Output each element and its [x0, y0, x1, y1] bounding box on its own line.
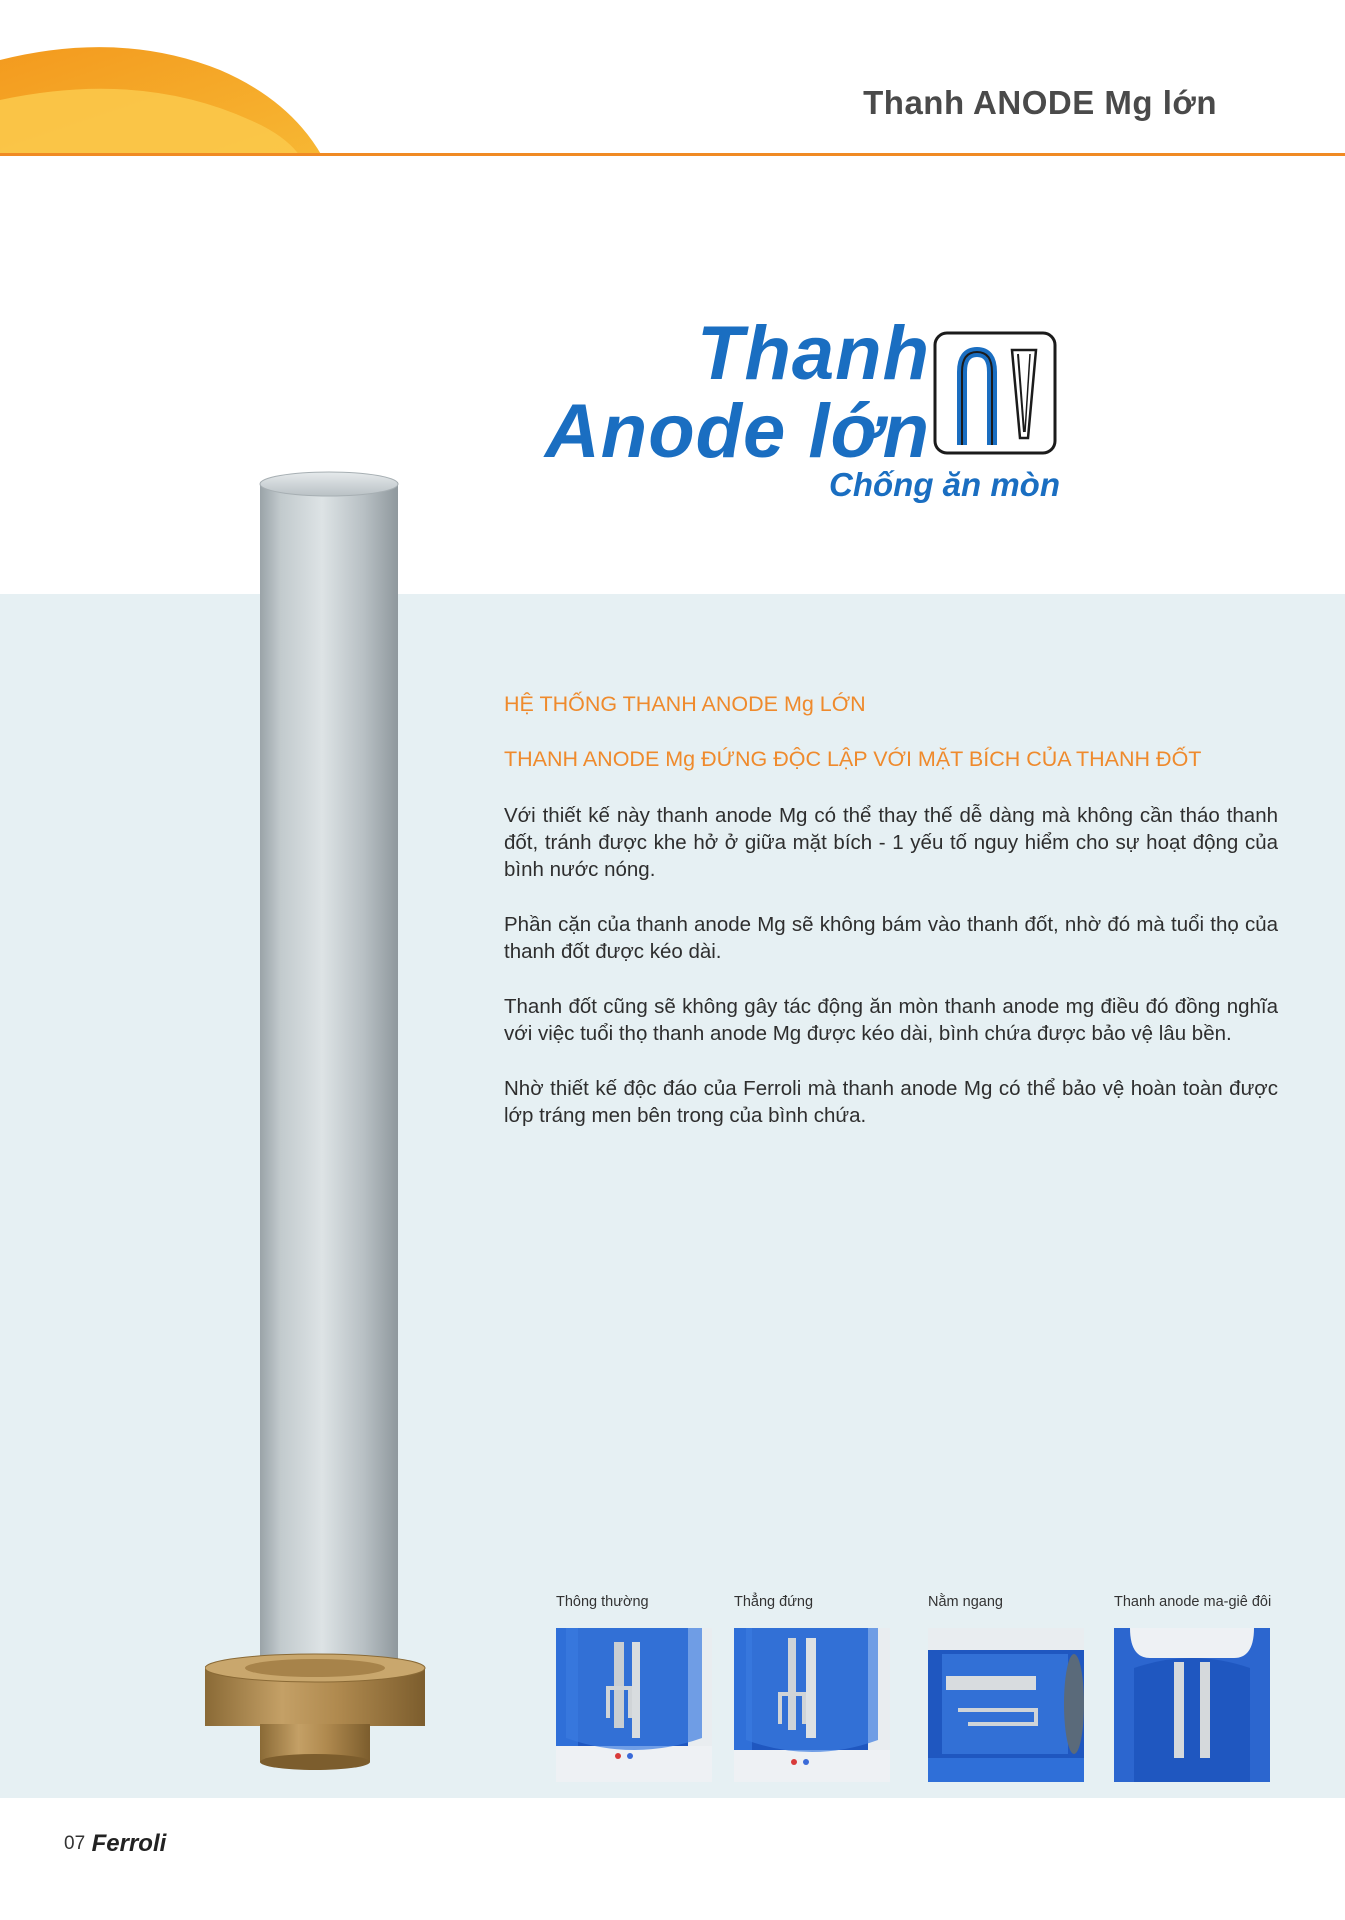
header-rule — [0, 153, 1345, 156]
thumbnail-label: Thẳng đứng — [734, 1594, 814, 1610]
footer — [64, 1830, 166, 1864]
thumbnail-double-anode — [1114, 1594, 1274, 1616]
thumbnail-label: Nằm ngang — [928, 1594, 1003, 1610]
paragraph-2: Phần cặn của thanh anode Mg sẽ không bám vào thanh đốt, nhờ đó mà tuổi thọ của thanh đốt được kéo dài. — [504, 913, 1278, 963]
tank-vertical-image — [734, 1628, 890, 1782]
tank-double-anode-image — [1114, 1628, 1270, 1782]
magnesium-anode-rod-image — [205, 470, 445, 1790]
tank-standard-image — [556, 1628, 712, 1782]
thumbnail-label: Thanh anode ma-giê đôi — [1114, 1594, 1272, 1610]
section-heading-1: HỆ THỐNG THANH ANODE Mg LỚN — [504, 692, 866, 716]
thumbnail-label: Thông thường — [556, 1594, 649, 1610]
thumbnail-vertical — [734, 1594, 894, 1616]
section-heading-2: THANH ANODE Mg ĐỨNG ĐỘC LẬP VỚI MẶT BÍCH CỦA THANH ĐỐT — [504, 747, 1202, 771]
ferroli-logo: Ferroli — [91, 1830, 167, 1857]
anode-logo — [540, 300, 1100, 520]
thumbnail-standard — [556, 1594, 716, 1616]
anode-rod-icon — [932, 330, 1058, 456]
header-swoosh-decoration — [0, 0, 330, 160]
page-title: Thanh ANODE Mg lớn — [863, 84, 1217, 121]
description-section — [504, 692, 1278, 1157]
tank-horizontal-image — [928, 1628, 1084, 1782]
paragraph-4: Nhờ thiết kế độc đáo của Ferroli mà thanh anode Mg có thể bảo vệ hoàn toàn được lớp tráng men bên trong của bình chứa. — [504, 1077, 1278, 1127]
paragraph-3: Thanh đốt cũng sẽ không gây tác động ăn mòn thanh anode mg điều đó đồng nghĩa với việc tuổi thọ thanh anode Mg được kéo dài, bình chứa được bảo vệ lâu bền. — [504, 995, 1278, 1045]
page-number: 07 — [64, 1833, 86, 1854]
thumbnail-horizontal — [928, 1594, 1088, 1616]
logo-tagline: Chống ăn mòn — [829, 466, 1060, 503]
logo-line-2: Anode lớn — [544, 389, 930, 474]
logo-line-1: Thanh — [697, 311, 930, 396]
paragraph-1: Với thiết kế này thanh anode Mg có thể thay thế dễ dàng mà không cần tháo thanh đốt, tránh được khe hở ở giữa mặt bích - 1 yếu tố nguy hiểm cho sự hoạt động của bình nước nóng. — [504, 804, 1278, 881]
